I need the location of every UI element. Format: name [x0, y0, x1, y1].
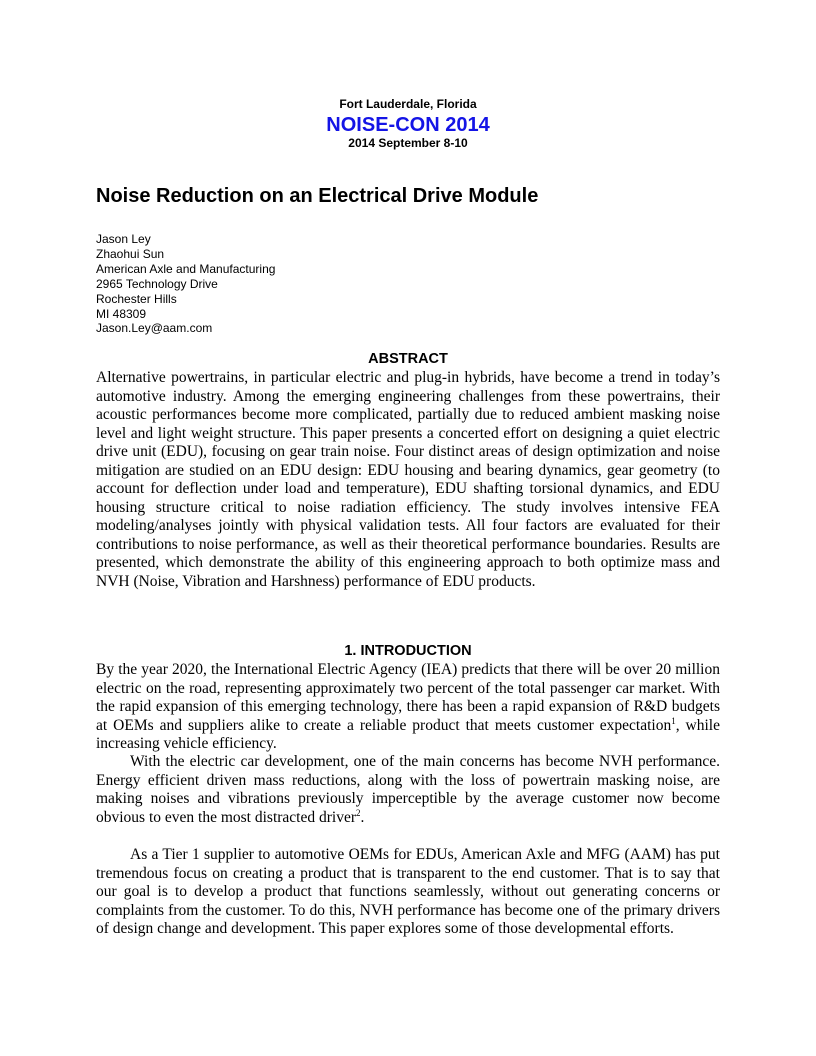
abstract-text: Alternative powertrains, in particular electric and plug-in hybrids, have become a trend in today’s automotive industry. Among the emerging engineering challenges from these powertrains, their acoustic performances become more complicated, partially due to reduced ambient masking noise level and light weight structure. This paper presents a concerted effort on designing a quiet electric drive unit (EDU), focusing on gear train noise. Four distinct areas of design optimization and noise mitigation are studied on an EDU design: EDU housing and bearing dynamics, gear geometry (to account for deflection under load and temperature), EDU shafting torsional dynamics, and EDU housing structure critical to noise radiation efficiency. The study involves intensive FEA modeling/analyses jointly with physical validation tests. All four factors are evaluated for their contributions to noise performance, as well as their theoretical performance boundaries. Results are presented, which demonstrate the ability of this engineering approach to both optimize mass and NVH (Noise, Vibration and Harshness) performance of EDU products.	[96, 369, 720, 590]
conference-location: Fort Lauderdale, Florida	[339, 97, 477, 111]
conference-dates: 2014 September 8-10	[348, 136, 468, 150]
author-address: MI 48309	[96, 306, 147, 321]
author-address: 2965 Technology Drive	[96, 276, 218, 291]
paper-title: Noise Reduction on an Electrical Drive Module	[96, 185, 539, 207]
author-affiliation: American Axle and Manufacturing	[96, 261, 276, 276]
author-name: Jason Ley	[96, 232, 151, 246]
introduction-paragraph-2: With the electric car development, one of the main concerns has become NVH performance. Energy efficient driven mass reductions, along with the loss of powertrain masking noise, are making noises and vibrations previously imperceptible by the average customer now become obvious to even the most distracted driver$^2$.	[96, 753, 720, 826]
author-address: Rochester Hills	[96, 291, 177, 306]
abstract-heading: ABSTRACT	[368, 351, 448, 367]
introduction-paragraph-1: By the year 2020, the International Electric Agency (IEA) predicts that there will be over 20 million electric on the road, representing approximately two percent of the total passenger car market. With the rapid expansion of this emerging technology, there has been a rapid expansion of R&D budgets at OEMs and suppliers alike to create a reliable product that meets customer expectation$^1$, while increasing vehicle efficiency.	[96, 661, 720, 752]
author-name: Zhaohui Sun	[96, 246, 165, 261]
introduction-heading: 1. INTRODUCTION	[344, 643, 472, 659]
conference-name: NOISE-CON 2014	[326, 114, 490, 136]
author-block	[96, 232, 275, 336]
introduction-paragraph-3: As a Tier 1 supplier to automotive OEMs for EDUs, American Axle and MFG (AAM) has put tremendous focus on creating a product that is transparent to the end customer. That is to say that our goal is to develop a product that functions seamlessly, without out generating concerns or complaints from the customer. To do this, NVH performance has become one of the primary drivers of design change and development. This paper explores some of those developmental efforts.	[96, 846, 720, 937]
author-email: Jason.Ley@aam.com	[96, 321, 213, 336]
